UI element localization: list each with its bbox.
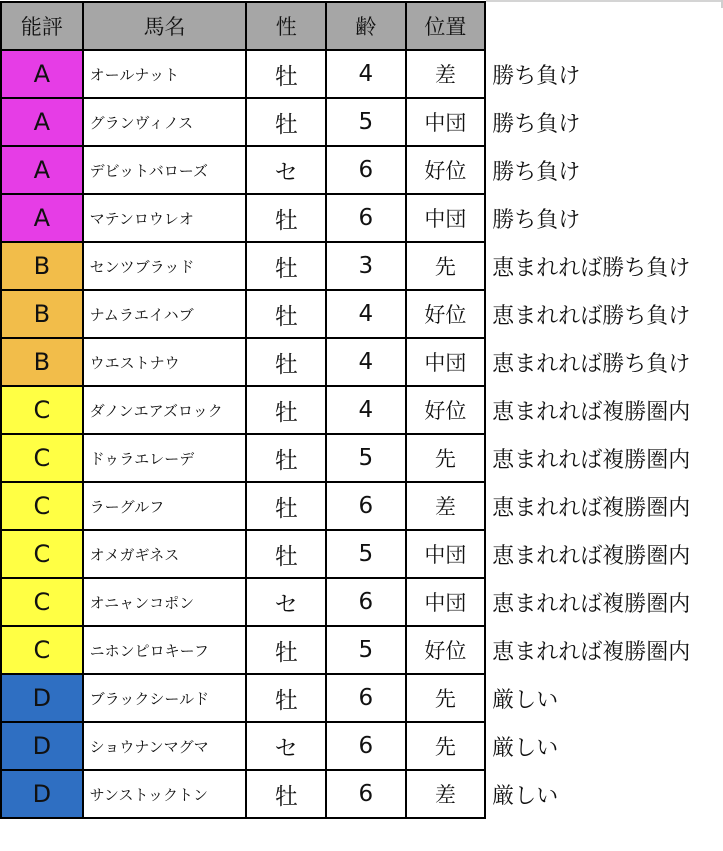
age-cell[interactable]: 5 bbox=[326, 530, 406, 578]
horse-name-cell[interactable]: グランヴィノス bbox=[83, 98, 247, 146]
evaluation-note-cell[interactable]: 勝ち負け bbox=[485, 50, 722, 98]
grade-cell[interactable]: C bbox=[1, 434, 83, 482]
grade-cell[interactable]: A bbox=[1, 194, 83, 242]
age-cell[interactable]: 5 bbox=[326, 626, 406, 674]
sex-cell[interactable]: 牡 bbox=[246, 674, 326, 722]
table-row bbox=[1, 674, 722, 722]
grade-cell[interactable]: A bbox=[1, 98, 83, 146]
table-row bbox=[1, 578, 722, 626]
evaluation-note-cell[interactable]: 厳しい bbox=[485, 722, 722, 770]
table-row bbox=[1, 770, 722, 818]
sex-cell[interactable]: セ bbox=[246, 722, 326, 770]
age-cell[interactable]: 6 bbox=[326, 482, 406, 530]
evaluation-note-cell[interactable]: 恵まれれば複勝圏内 bbox=[485, 386, 722, 434]
sex-cell[interactable]: 牡 bbox=[246, 242, 326, 290]
table-row bbox=[1, 98, 722, 146]
table-row bbox=[1, 386, 722, 434]
evaluation-note-cell[interactable]: 勝ち負け bbox=[485, 98, 722, 146]
sex-cell[interactable]: 牡 bbox=[246, 434, 326, 482]
evaluation-note-cell[interactable]: 恵まれれば複勝圏内 bbox=[485, 578, 722, 626]
sex-cell[interactable]: 牡 bbox=[246, 386, 326, 434]
table-row bbox=[1, 434, 722, 482]
position-cell[interactable]: 好位 bbox=[406, 146, 486, 194]
horse-name-cell[interactable]: オニャンコポン bbox=[83, 578, 247, 626]
header-position[interactable]: 位置 bbox=[406, 2, 486, 50]
horse-name-cell[interactable]: ショウナンマグマ bbox=[83, 722, 247, 770]
evaluation-note-cell[interactable]: 勝ち負け bbox=[485, 194, 722, 242]
position-cell[interactable]: 先 bbox=[406, 242, 486, 290]
position-cell[interactable]: 好位 bbox=[406, 626, 486, 674]
age-cell[interactable]: 6 bbox=[326, 146, 406, 194]
sex-cell[interactable]: セ bbox=[246, 146, 326, 194]
header-note-blank[interactable] bbox=[485, 2, 722, 50]
sex-cell[interactable]: 牡 bbox=[246, 50, 326, 98]
position-cell[interactable]: 差 bbox=[406, 770, 486, 818]
horse-name-cell[interactable]: デビットバローズ bbox=[83, 146, 247, 194]
age-cell[interactable]: 4 bbox=[326, 338, 406, 386]
position-cell[interactable]: 好位 bbox=[406, 290, 486, 338]
header-row bbox=[1, 2, 722, 50]
age-cell[interactable]: 6 bbox=[326, 194, 406, 242]
table-row bbox=[1, 482, 722, 530]
horse-name-cell[interactable]: センツブラッド bbox=[83, 242, 247, 290]
sex-cell[interactable]: 牡 bbox=[246, 626, 326, 674]
evaluation-note-cell[interactable]: 恵まれれば複勝圏内 bbox=[485, 530, 722, 578]
table-row bbox=[1, 290, 722, 338]
evaluation-note-cell[interactable]: 恵まれれば複勝圏内 bbox=[485, 626, 722, 674]
age-cell[interactable]: 6 bbox=[326, 722, 406, 770]
table-row bbox=[1, 338, 722, 386]
horse-name-cell[interactable]: ウエストナウ bbox=[83, 338, 247, 386]
evaluation-note-cell[interactable]: 恵まれれば勝ち負け bbox=[485, 338, 722, 386]
grade-cell[interactable]: D bbox=[1, 674, 83, 722]
grade-cell[interactable]: C bbox=[1, 482, 83, 530]
position-cell[interactable]: 中団 bbox=[406, 578, 486, 626]
header-horse-name[interactable]: 馬名 bbox=[83, 2, 247, 50]
position-cell[interactable]: 先 bbox=[406, 722, 486, 770]
horse-name-cell[interactable]: ドゥラエレーデ bbox=[83, 434, 247, 482]
age-cell[interactable]: 5 bbox=[326, 98, 406, 146]
header-age[interactable]: 齢 bbox=[326, 2, 406, 50]
evaluation-note-cell[interactable]: 恵まれれば複勝圏内 bbox=[485, 482, 722, 530]
grade-cell[interactable]: A bbox=[1, 146, 83, 194]
evaluation-note-cell[interactable]: 厳しい bbox=[485, 770, 722, 818]
table-row bbox=[1, 194, 722, 242]
position-cell[interactable]: 中団 bbox=[406, 194, 486, 242]
table-row bbox=[1, 146, 722, 194]
age-cell[interactable]: 5 bbox=[326, 434, 406, 482]
sex-cell[interactable]: 牡 bbox=[246, 338, 326, 386]
age-cell[interactable]: 6 bbox=[326, 578, 406, 626]
evaluation-note-cell[interactable]: 恵まれれば勝ち負け bbox=[485, 242, 722, 290]
age-cell[interactable]: 6 bbox=[326, 674, 406, 722]
horse-name-cell[interactable]: オメガギネス bbox=[83, 530, 247, 578]
sex-cell[interactable]: 牡 bbox=[246, 194, 326, 242]
header-sex[interactable]: 性 bbox=[246, 2, 326, 50]
grade-cell[interactable]: C bbox=[1, 530, 83, 578]
position-cell[interactable]: 差 bbox=[406, 482, 486, 530]
position-cell[interactable]: 先 bbox=[406, 434, 486, 482]
horse-evaluation-table bbox=[0, 1, 723, 819]
grade-cell[interactable]: B bbox=[1, 242, 83, 290]
sex-cell[interactable]: 牡 bbox=[246, 482, 326, 530]
sex-cell[interactable]: 牡 bbox=[246, 290, 326, 338]
age-cell[interactable]: 4 bbox=[326, 290, 406, 338]
age-cell[interactable]: 6 bbox=[326, 770, 406, 818]
grade-cell[interactable]: B bbox=[1, 290, 83, 338]
grade-cell[interactable]: C bbox=[1, 626, 83, 674]
horse-name-cell[interactable]: ニホンピロキーフ bbox=[83, 626, 247, 674]
table-row bbox=[1, 50, 722, 98]
grade-cell[interactable]: A bbox=[1, 50, 83, 98]
horse-name-cell[interactable]: サンストックトン bbox=[83, 770, 247, 818]
horse-name-cell[interactable]: オールナット bbox=[83, 50, 247, 98]
table-row bbox=[1, 242, 722, 290]
header-grade[interactable]: 能評 bbox=[1, 2, 83, 50]
grade-cell[interactable]: D bbox=[1, 770, 83, 818]
position-cell[interactable]: 差 bbox=[406, 50, 486, 98]
grade-cell[interactable]: D bbox=[1, 722, 83, 770]
horse-name-cell[interactable]: ブラックシールド bbox=[83, 674, 247, 722]
position-cell[interactable]: 好位 bbox=[406, 386, 486, 434]
table-row bbox=[1, 530, 722, 578]
grade-cell[interactable]: B bbox=[1, 338, 83, 386]
evaluation-note-cell[interactable]: 恵まれれば複勝圏内 bbox=[485, 434, 722, 482]
table-row bbox=[1, 626, 722, 674]
sex-cell[interactable]: 牡 bbox=[246, 98, 326, 146]
horse-name-cell[interactable]: ナムラエイハブ bbox=[83, 290, 247, 338]
evaluation-note-cell[interactable]: 恵まれれば勝ち負け bbox=[485, 290, 722, 338]
sex-cell[interactable]: セ bbox=[246, 578, 326, 626]
age-cell[interactable]: 4 bbox=[326, 50, 406, 98]
position-cell[interactable]: 中団 bbox=[406, 98, 486, 146]
table-row bbox=[1, 722, 722, 770]
evaluation-note-cell[interactable]: 厳しい bbox=[485, 674, 722, 722]
age-cell[interactable]: 4 bbox=[326, 386, 406, 434]
horse-name-cell[interactable]: ラーグルフ bbox=[83, 482, 247, 530]
horse-name-cell[interactable]: マテンロウレオ bbox=[83, 194, 247, 242]
evaluation-note-cell[interactable]: 勝ち負け bbox=[485, 146, 722, 194]
position-cell[interactable]: 先 bbox=[406, 674, 486, 722]
grade-cell[interactable]: C bbox=[1, 578, 83, 626]
grade-cell[interactable]: C bbox=[1, 386, 83, 434]
position-cell[interactable]: 中団 bbox=[406, 338, 486, 386]
sex-cell[interactable]: 牡 bbox=[246, 530, 326, 578]
sex-cell[interactable]: 牡 bbox=[246, 770, 326, 818]
position-cell[interactable]: 中団 bbox=[406, 530, 486, 578]
age-cell[interactable]: 3 bbox=[326, 242, 406, 290]
horse-name-cell[interactable]: ダノンエアズロック bbox=[83, 386, 247, 434]
